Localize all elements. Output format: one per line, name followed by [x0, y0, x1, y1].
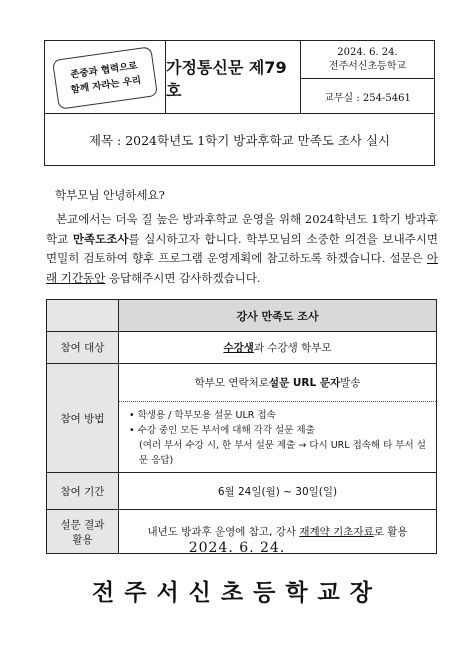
greeting: 학부모님 안녕하세요?: [55, 188, 165, 202]
method-summary: [119, 364, 436, 402]
footer-date: 2024. 6. 24.: [188, 540, 286, 556]
method-item-1: • 학생용 / 학부모용 설문 ULR 접속: [129, 410, 276, 421]
period-label: 참여 기간: [47, 473, 119, 510]
target-value: [119, 332, 437, 364]
para-bold-survey: 만족도조사: [72, 231, 129, 246]
target-underline: 수강생: [223, 342, 254, 354]
table-header: 강사 만족도 조사: [119, 300, 437, 332]
table-row-period: [47, 473, 437, 510]
para-underline-period: 아래 기간동안: [46, 251, 438, 285]
use-post: 로 활용: [373, 526, 408, 538]
use-label-line-2: 활용: [72, 533, 93, 546]
principal-signature: 전주서신초등학교장: [92, 579, 382, 606]
table-row-method: [47, 364, 437, 473]
period-value: 6월 24일(월) ~ 30일(일): [119, 473, 437, 510]
table-row-target: [47, 332, 437, 364]
method-post: 발송: [340, 377, 361, 389]
method-item-2: • 수강 중인 모든 부서에 대해 각각 설문 제출: [129, 425, 315, 436]
method-list: [119, 402, 436, 472]
method-label: 참여 방법: [47, 364, 119, 473]
use-label-line-1: 설문 결과: [60, 518, 105, 531]
motto-line-1: 존중과 협력으로: [69, 59, 139, 81]
method-bold: 설문 URL 문자: [268, 377, 341, 389]
para-text-1: 본교에서는 더욱 질 높은 방과후학교 운영을 위해 2024학년도 1학기 방과후학교: [46, 212, 438, 246]
letter-subject: 제목 : 2024학년도 1학기 방과후학교 만족도 조사 실시: [88, 132, 391, 148]
table-corner-cell: [47, 300, 119, 332]
letter-title: 가정통신문 제79호: [166, 41, 301, 114]
survey-table: [46, 299, 437, 554]
para-text-3: 응답해주시면 감사하겠습니다.: [105, 270, 261, 285]
letter-header: [44, 40, 435, 166]
target-rest: 과 수강생 학부모: [253, 342, 332, 354]
header-top-row: [45, 41, 434, 114]
motto-cell: [45, 41, 166, 114]
info-cell: [301, 41, 434, 114]
motto-line-2: 함께 자라는 우리: [70, 74, 142, 96]
issue-date: 2024. 6. 24.: [337, 46, 398, 58]
office-phone: 교무실 : 254-5461: [324, 93, 411, 104]
date-school-box: [301, 41, 434, 79]
method-note: (여러 부서 수강 시, 한 부서 설문 제출 → 다시 URL 접속해 타 부서 설문 응답): [139, 440, 426, 466]
intro-paragraph: [46, 210, 438, 288]
method-pre: 학부모 연락처로: [194, 377, 269, 389]
method-value: [119, 364, 437, 473]
school-name: 전주서신초등학교: [328, 60, 407, 72]
use-underline: 재계약 기초자료: [299, 526, 374, 538]
target-label: 참여 대상: [47, 332, 119, 364]
use-pre: 내년도 방과후 운영에 참고, 강사: [147, 526, 300, 538]
table-header-row: [47, 300, 437, 332]
school-motto-stamp: [52, 46, 158, 109]
para-text-2: 를 실시하고자 합니다. 학부모님의 소중한 의견을 보내주시면 면밀히 검토하여 향후 프로그램 운영계획에 참고하도록 하겠습니다. 설문은: [46, 231, 439, 265]
